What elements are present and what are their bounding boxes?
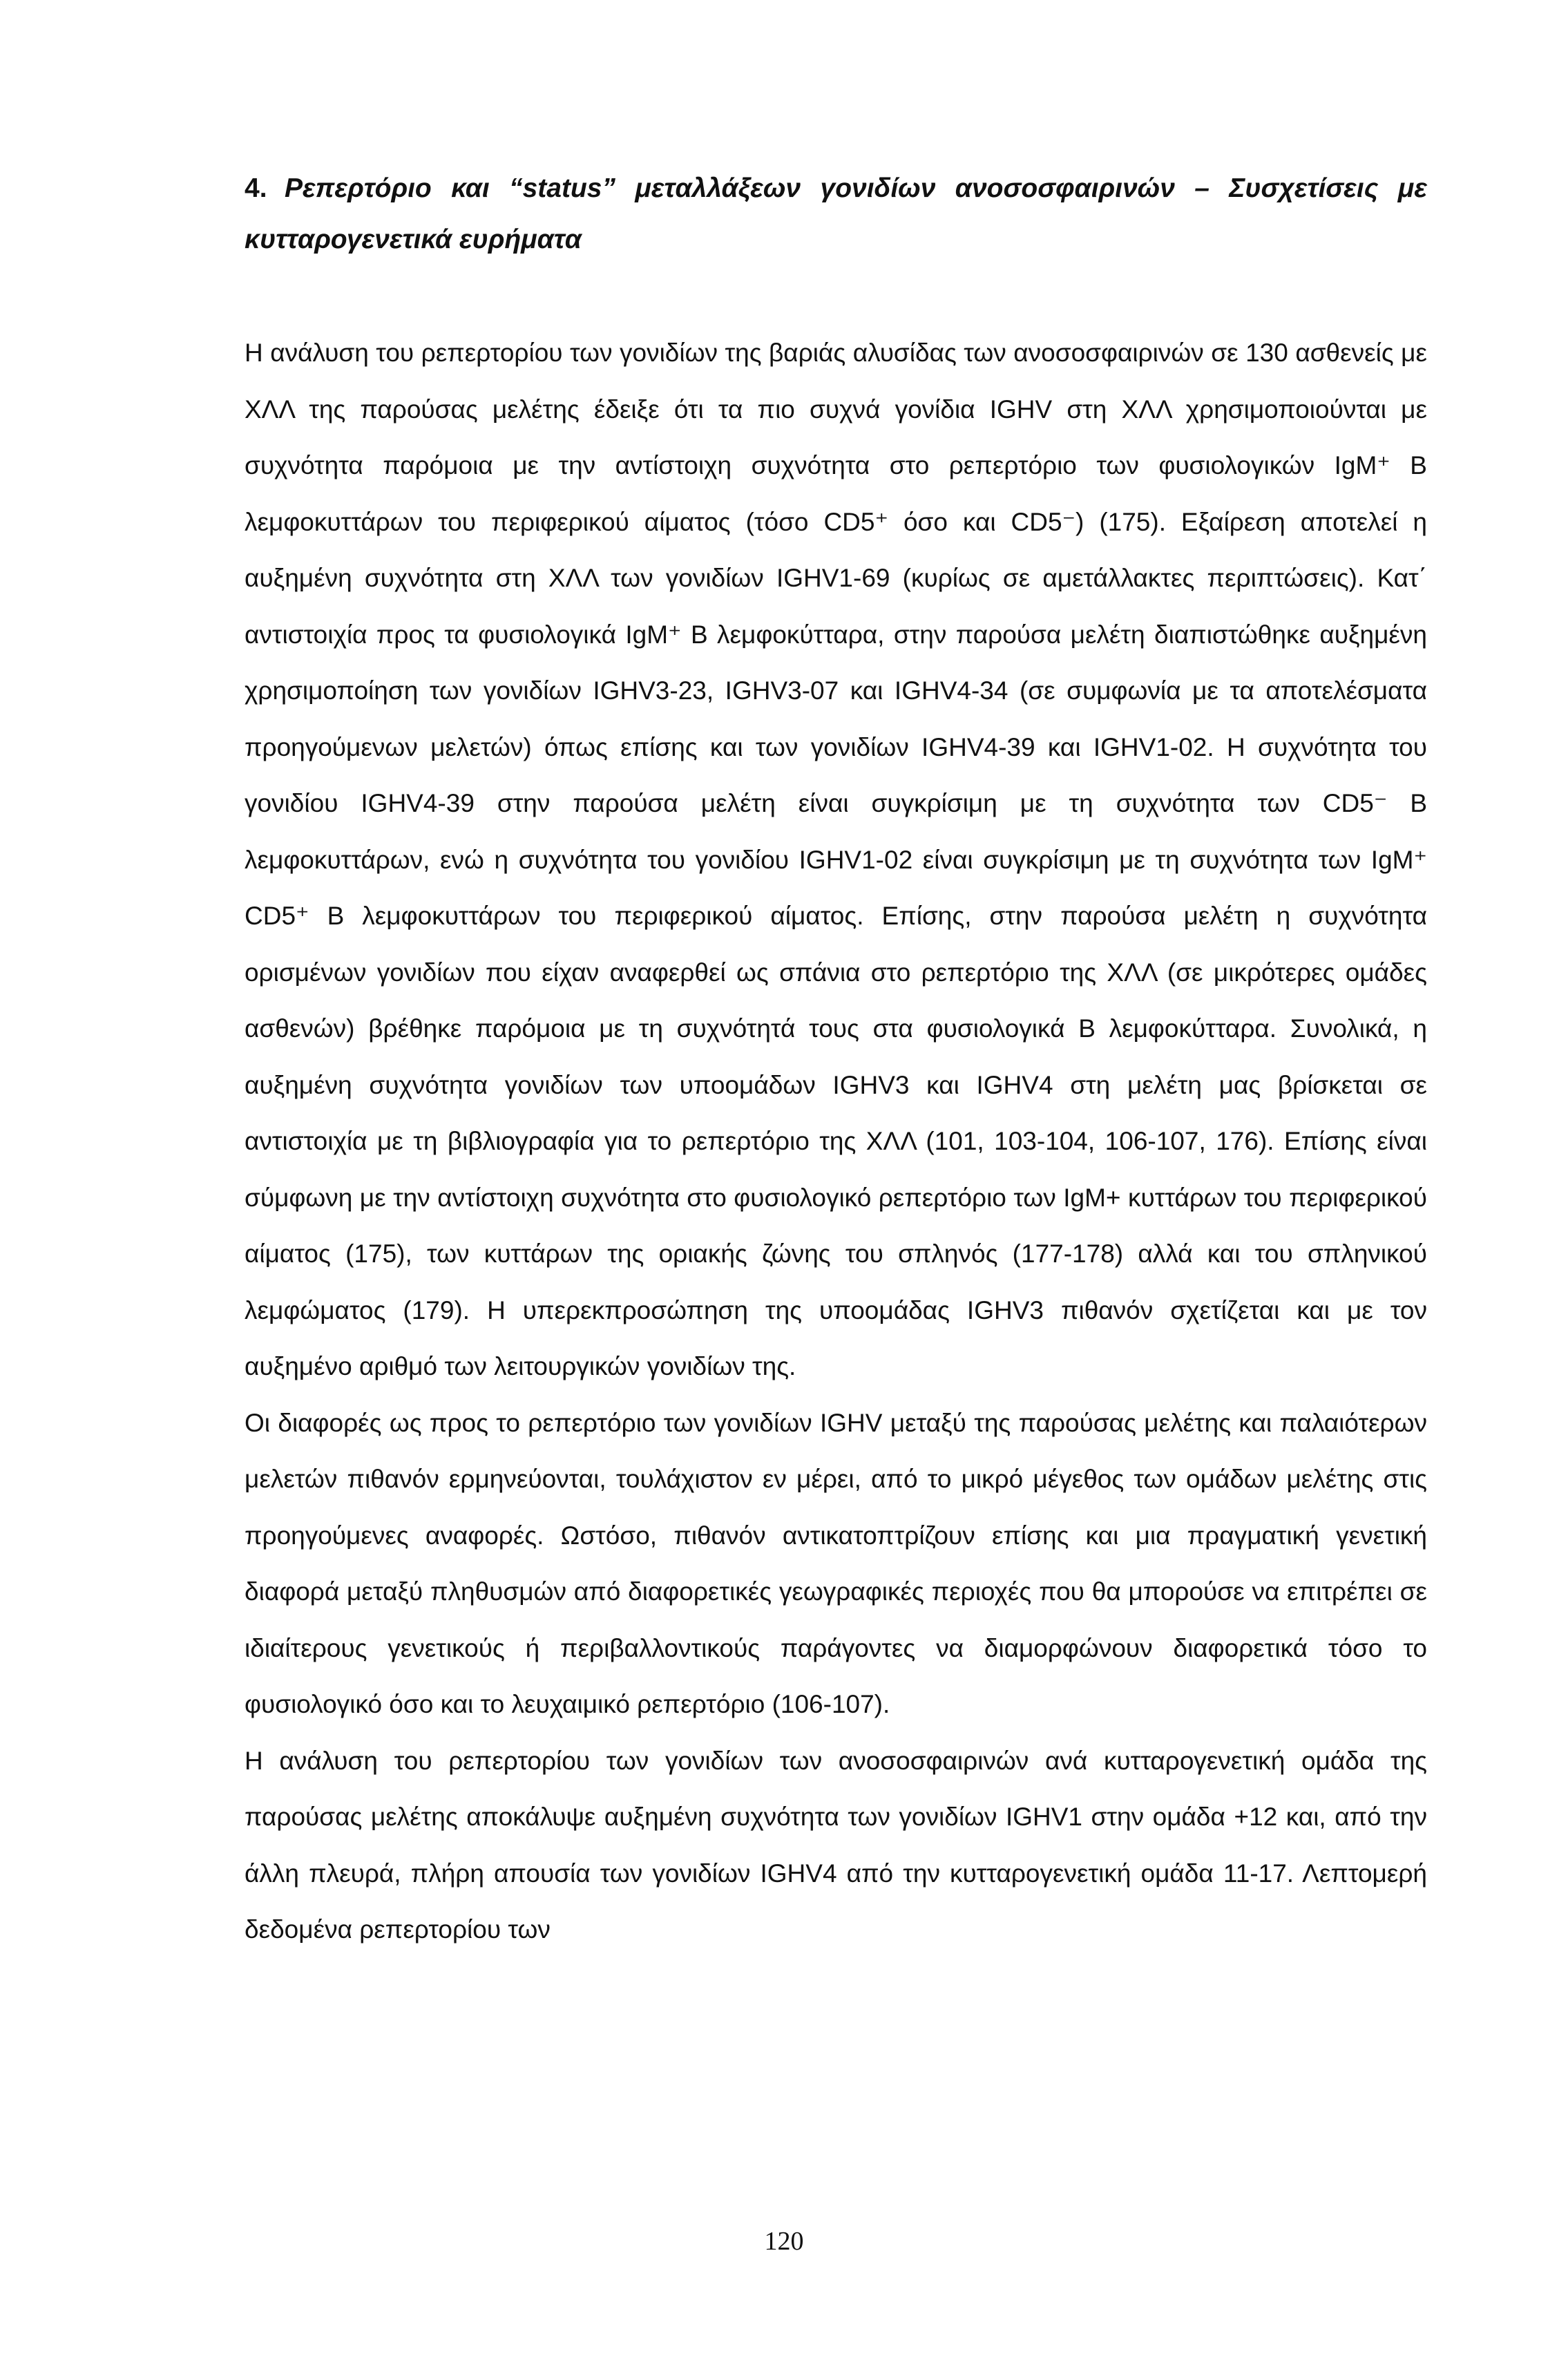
section-heading [245, 163, 1427, 265]
page-number: 120 [764, 2227, 804, 2256]
section-title: Ρεπερτόριο και “status” μεταλλάξεων γονιδίων ανοσοσφαιρινών – Συσχετίσεις με κυτταρογενετικά ευρήματα [245, 173, 1427, 254]
section-number: 4. [245, 173, 267, 203]
paragraph-3: Η ανάλυση του ρεπερτορίου των γονιδίων των ανοσοσφαιρινών ανά κυτταρογενετική ομάδα της παρούσας μελέτης αποκάλυψε αυξημένη συχνότητα των γονιδίων IGHV1 στην ομάδα +12 και, από την άλλη πλευρά, πλήρη απουσία των γονιδίων IGHV4 από την κυτταρογενετική ομάδα 11-17. Λεπτομερή δεδομένα ρεπερτορίου των [245, 1746, 1427, 1944]
document-page [245, 163, 1427, 1958]
paragraph-2: Οι διαφορές ως προς το ρεπερτόριο των γονιδίων IGHV μεταξύ της παρούσας μελέτης και παλαιότερων μελετών πιθανόν ερμηνεύονται, τουλάχιστον εν μέρει, από το μικρό μέγεθος των ομάδων μελέτης στις προηγούμενες αναφορές. Ωστόσο, πιθανόν αντικατοπτρίζουν επίσης και μια πραγματική γενετική διαφορά μεταξύ πληθυσμών από διαφορετικές γεωγραφικές περιοχές που θα μπορούσε να επιτρέπει σε ιδιαίτερους γενετικούς ή περιβαλλοντικούς παράγοντες να διαμορφώνουν διαφορετικά τόσο το φυσιολογικό όσο και το λευχαιμικό ρεπερτόριο (106-107). [245, 1408, 1427, 1718]
heading-spacer [245, 265, 1427, 325]
paragraph-1: Η ανάλυση του ρεπερτορίου των γονιδίων της βαριάς αλυσίδας των ανοσοσφαιρινών σε 130 ασθενείς με ΧΛΛ της παρούσας μελέτης έδειξε ότι τα πιο συχνά γονίδια IGHV στη ΧΛΛ χρησιμοποιούνται με συχνότητα παρόμοια με την αντίστοιχη συχνότητα στο ρεπερτόριο των φυσιολογικών IgM⁺ B λεμφοκυττάρων του περιφερικού αίματος (τόσο CD5⁺ όσο και CD5⁻) (175). Εξαίρεση αποτελεί η αυξημένη συχνότητα στη ΧΛΛ των γονιδίων IGHV1-69 (κυρίως σε αμετάλλακτες περιπτώσεις). Κατ΄ αντιστοιχία προς τα φυσιολογικά IgM⁺ B λεμφοκύτταρα, στην παρούσα μελέτη διαπιστώθηκε αυξημένη χρησιμοποίηση των γονιδίων IGHV3-23, IGHV3-07 και IGHV4-34 (σε συμφωνία με τα αποτελέσματα προηγούμενων μελετών) όπως επίσης και των γονιδίων IGHV4-39 και IGHV1-02. Η συχνότητα του γονιδίου IGHV4-39 στην παρούσα μελέτη είναι συγκρίσιμη με τη συχνότητα των CD5⁻ B λεμφοκυττάρων, ενώ η συχνότητα του γονιδίου IGHV1-02 είναι συγκρίσιμη με τη συχνότητα των IgM⁺ CD5⁺ B λεμφοκυττάρων του περιφερικού αίματος. Επίσης, στην παρούσα μελέτη η συχνότητα ορισμένων γονιδίων που είχαν αναφερθεί ως σπάνια στο ρεπερτόριο της ΧΛΛ (σε μικρότερες ομάδες ασθενών) βρέθηκε παρόμοια με τη συχνότητά τους στα φυσιολογικά B λεμφοκύτταρα. Συνολικά, η αυξημένη συχνότητα γονιδίων των υποομάδων IGHV3 και IGHV4 στη μελέτη μας βρίσκεται σε αντιστοιχία με τη βιβλιογραφία για το ρεπερτόριο της ΧΛΛ (101, 103-104, 106-107, 176). Επίσης είναι σύμφωνη με την αντίστοιχη συχνότητα στο φυσιολογικό ρεπερτόριο των IgM+ κυττάρων του περιφερικού αίματος (175), των κυττάρων της οριακής ζώνης του σπληνός (177-178) αλλά και του σπληνικού λεμφώματος (179). Η υπερεκπροσώπηση της υποομάδας IGHV3 πιθανόν σχετίζεται και με τον αυξημένο αριθμό των λειτουργικών γονιδίων της. [245, 339, 1427, 1380]
